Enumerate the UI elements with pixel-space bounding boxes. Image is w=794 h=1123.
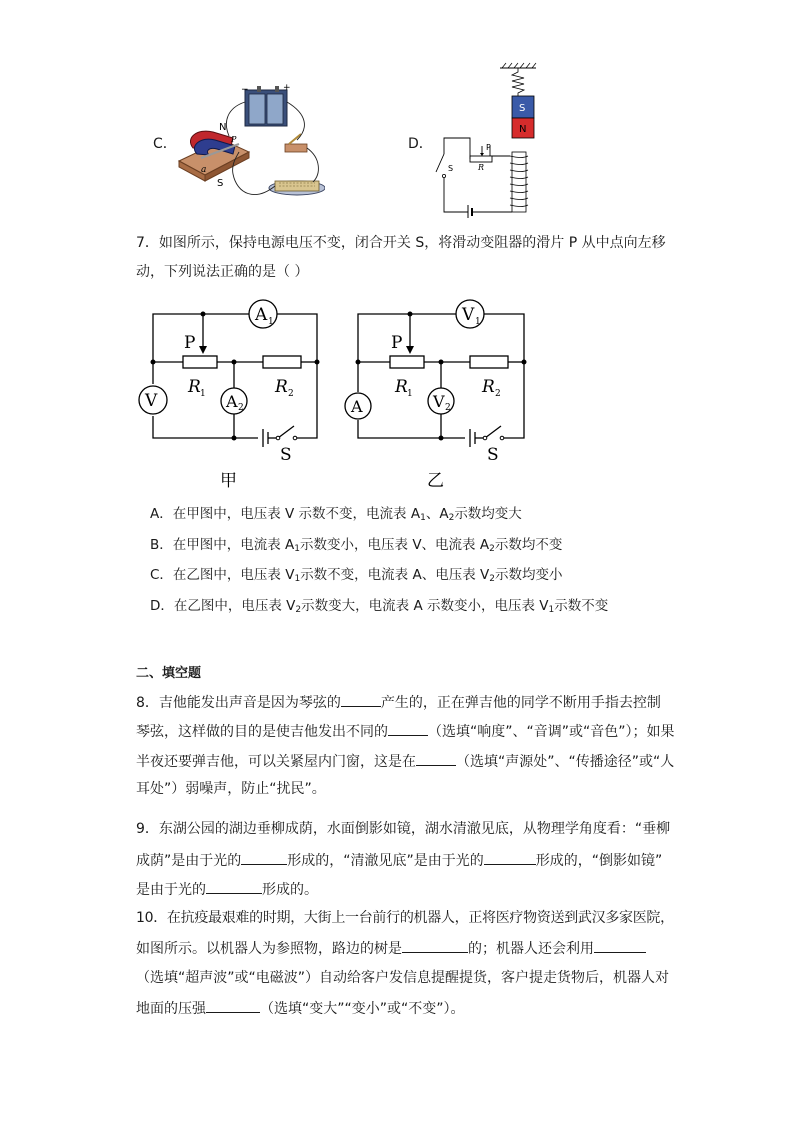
q8-line3 <box>136 750 674 772</box>
q9-blank-1[interactable] <box>241 849 287 865</box>
yi-r2: R <box>482 377 495 397</box>
option-d-label: D． <box>408 136 433 152</box>
q7-option-b-sub2: 2 <box>489 544 495 554</box>
q10-text-2a: 如图所示。以机器人为参照物，路边的树是 <box>136 941 402 957</box>
q7-option-b-sub1: 1 <box>294 544 301 554</box>
yi-voltmeter-v2: V <box>433 392 445 411</box>
q7-option-b[interactable] <box>150 535 562 559</box>
q7-option-a-text2: 、A <box>425 506 449 522</box>
q7-option-c-sub2: 2 <box>489 574 495 584</box>
figure-d-spring-magnet-circuit <box>430 62 550 218</box>
q8-text-2b: （选填“响度”、“音调”或“音色”）；如果 <box>428 724 675 740</box>
q8-text-1a: 8．吉他能发出声音是因为琴弦的 <box>136 695 341 711</box>
q9-blank-2[interactable] <box>484 849 536 865</box>
q9-text-3b: 形成的。 <box>262 882 318 898</box>
q7-option-c-text2: 示数不变，电流表 A、电压表 V <box>300 567 490 583</box>
q8-text-3b: （选填“声源处”、“传播途径”或“人 <box>456 754 675 770</box>
fig-c-label-a: a <box>201 165 207 175</box>
q7-option-d-sub1: 2 <box>295 605 302 615</box>
q10-text-4b: （选填“变大”“变小”或“不变”）。 <box>260 1001 465 1017</box>
jia-r1: R <box>188 377 201 397</box>
yi-switch-s: S <box>487 445 499 465</box>
q8-text-2a: 琴弦，这样做的目的是使吉他发出不同的 <box>136 724 388 740</box>
yi-caption: 乙 <box>427 471 444 491</box>
q8-line1 <box>136 691 661 713</box>
q10-blank-3[interactable] <box>206 997 260 1013</box>
yi-r1: R <box>395 377 408 397</box>
q8-blank-2[interactable] <box>388 720 428 736</box>
q7-option-b-text3: 示数均不变 <box>494 537 563 553</box>
q8-blank-3[interactable] <box>416 750 456 766</box>
jia-voltmeter-v: V <box>145 391 158 411</box>
q9-text-2c: 形成的，“倒影如镜” <box>535 853 663 869</box>
q7-option-a-sub1: 1 <box>420 513 426 523</box>
q8-blank-1[interactable] <box>341 691 381 707</box>
q7-option-d-text3: 示数不变 <box>554 598 609 614</box>
q7-option-d-sub2: 1 <box>548 605 555 615</box>
svg-text:−: − <box>241 85 249 95</box>
q9-text-2b: 形成的，“清澈见底”是由于光的 <box>287 853 484 869</box>
circuit-diagram-jia <box>130 296 330 496</box>
fig-d-resistor-r: R <box>478 163 485 172</box>
q7-stem-line2: 动，下列说法正确的是（ ） <box>136 264 309 280</box>
q7-option-b-text2: 示数变小，电压表 V、电流表 A <box>300 537 490 553</box>
jia-switch-s: S <box>280 445 292 465</box>
jia-caption: 甲 <box>220 471 237 491</box>
fig-d-switch-s: S <box>448 164 454 173</box>
q8-line2 <box>136 720 675 742</box>
fig-d-magnet-n: N <box>519 124 527 135</box>
yi-ammeter-a: A <box>351 397 363 416</box>
q8-text-1b: 产生的，正在弹吉他的同学不断用手指去控制 <box>380 695 661 711</box>
jia-r2: R <box>275 377 288 397</box>
q9-text-2a: 成荫”是由于光的 <box>136 853 242 869</box>
figure-c-electromagnet-circuit <box>175 78 325 208</box>
q10-line4 <box>136 997 465 1019</box>
fig-d-magnet-s: S <box>519 103 526 114</box>
fig-c-label-p: P <box>231 135 237 144</box>
yi-r2-sub: 2 <box>495 389 501 399</box>
q7-option-a-text1: A．在甲图中，电压表 V 示数不变，电流表 A <box>150 506 421 522</box>
q7-option-d-text2: 示数变大，电流表 A 示数变小，电压表 V <box>301 598 549 614</box>
q9-text-3a: 是由于光的 <box>136 882 206 898</box>
q7-option-b-text1: B．在甲图中，电流表 A <box>150 537 295 553</box>
q10-text-2b: 的；机器人还会利用 <box>468 941 594 957</box>
jia-r2-sub: 2 <box>288 389 294 399</box>
q7-option-a[interactable] <box>150 504 522 528</box>
q7-option-c-sub1: 1 <box>294 574 301 584</box>
section-title: 二、填空题 <box>136 666 202 681</box>
yi-voltmeter-v2-sub: 2 <box>445 403 451 413</box>
q9-line1: 9．东湖公园的湖边垂柳成荫，水面倒影如镜，湖水清澈见底，从物理学角度看：“垂柳 <box>136 821 671 837</box>
q7-option-c[interactable] <box>150 565 562 589</box>
fig-c-label-s: S <box>217 178 224 189</box>
q10-line2 <box>136 937 646 959</box>
circuit-diagram-yi <box>332 296 532 496</box>
q7-option-c-text1: C．在乙图中，电压表 V <box>150 567 295 583</box>
jia-slider-p: P <box>184 333 196 353</box>
q10-text-4a: 地面的压强 <box>136 1001 206 1017</box>
yi-slider-p: P <box>391 333 403 353</box>
jia-ammeter-a2-sub: 2 <box>238 403 244 413</box>
svg-text:+: + <box>283 83 291 93</box>
q9-blank-3[interactable] <box>206 878 262 894</box>
q8-line4: 耳处”）弱噪声，防止“扰民”。 <box>136 781 326 797</box>
fig-d-slider-p: P <box>486 143 491 152</box>
q7-option-a-text3: 示数均变大 <box>454 506 522 522</box>
q7-option-c-text3: 示数均变小 <box>494 567 563 583</box>
q7-option-d-text1: D．在乙图中，电压表 V <box>150 598 296 614</box>
q9-line3 <box>136 878 318 900</box>
jia-ammeter-a1: A <box>255 305 268 325</box>
q10-blank-1[interactable] <box>402 937 468 953</box>
q7-option-d[interactable] <box>150 596 608 620</box>
fig-c-label-n: N <box>219 122 227 133</box>
jia-ammeter-a2: A <box>226 392 238 411</box>
yi-voltmeter-v1-sub: 1 <box>475 317 481 327</box>
jia-r1-sub: 1 <box>200 389 206 399</box>
option-c-label: C． <box>153 136 177 152</box>
q10-line1: 10．在抗疫最艰难的时期，大街上一台前行的机器人，正将医疗物资送到武汉多家医院， <box>136 910 674 926</box>
q7-option-a-sub2: 2 <box>448 513 455 523</box>
q10-blank-2[interactable] <box>594 937 646 953</box>
q8-text-3a: 半夜还要弹吉他，可以关紧屋内门窗，这是在 <box>136 754 416 770</box>
yi-voltmeter-v1: V <box>462 305 475 325</box>
q7-stem-line1: 7．如图所示，保持电源电压不变，闭合开关 S，将滑动变阻器的滑片 P 从中点向左移 <box>136 235 666 251</box>
q10-line3: （选填“超声波”或“电磁波”）自动给客户发信息提醒提货，客户提走货物后，机器人对 <box>136 970 670 986</box>
yi-r1-sub: 1 <box>407 389 413 399</box>
jia-ammeter-a1-sub: 1 <box>268 317 274 327</box>
q9-line2 <box>136 849 662 871</box>
